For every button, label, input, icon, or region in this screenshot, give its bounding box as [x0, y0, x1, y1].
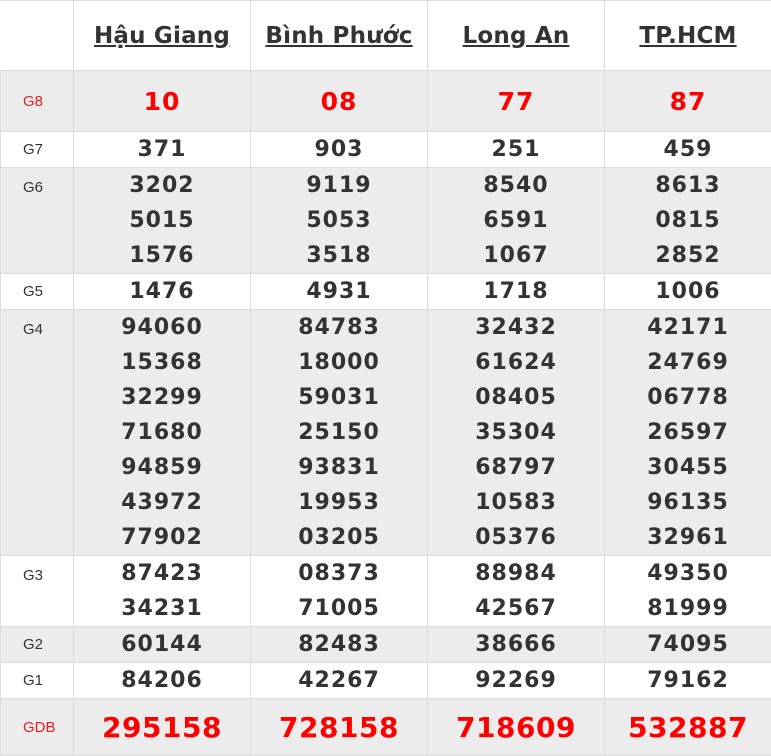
- province-header-long-an: [428, 1, 605, 71]
- prize-number: 79162: [605, 663, 771, 698]
- province-header-hau-giang: [74, 1, 251, 71]
- prize-number: 728158: [251, 710, 427, 745]
- prize-number: 8540: [428, 168, 604, 203]
- prize-cell: [428, 556, 605, 627]
- prize-number: 05376: [428, 520, 604, 555]
- prize-label: G3: [1, 556, 74, 627]
- prize-number: 718609: [428, 710, 604, 745]
- prize-cell: [251, 71, 428, 132]
- prize-cell: [605, 310, 771, 556]
- prize-cell: [74, 699, 251, 756]
- prize-row-g5: [1, 274, 771, 310]
- prize-number: 87: [605, 84, 771, 119]
- corner-cell: [1, 1, 74, 71]
- prize-number: 3202: [74, 168, 250, 203]
- prize-number: 32299: [74, 380, 250, 415]
- prize-number: 459: [605, 132, 771, 167]
- prize-number: 60144: [74, 627, 250, 662]
- prize-cell: [428, 663, 605, 699]
- prize-cell: [74, 168, 251, 274]
- prize-number: 38666: [428, 627, 604, 662]
- prize-number: 371: [74, 132, 250, 167]
- province-link-long-an[interactable]: Long An: [463, 23, 570, 49]
- prize-number: 96135: [605, 485, 771, 520]
- prize-cell: [251, 627, 428, 663]
- prize-cell: [74, 627, 251, 663]
- prize-number: 4931: [251, 274, 427, 309]
- prize-cell: [605, 699, 771, 756]
- prize-number: 24769: [605, 345, 771, 380]
- prize-cell: [605, 556, 771, 627]
- prize-row-g6: [1, 168, 771, 274]
- prize-number: 93831: [251, 450, 427, 485]
- prize-cell: [251, 274, 428, 310]
- prize-number: 77: [428, 84, 604, 119]
- province-header-tphcm: [605, 1, 771, 71]
- prize-number: 1006: [605, 274, 771, 309]
- province-link-hau-giang[interactable]: Hậu Giang: [94, 23, 230, 49]
- prize-number: 08373: [251, 556, 427, 591]
- prize-number: 92269: [428, 663, 604, 698]
- prize-number: 84783: [251, 310, 427, 345]
- prize-cell: [74, 71, 251, 132]
- prize-number: 903: [251, 132, 427, 167]
- prize-cell: [251, 132, 428, 168]
- prize-cell: [605, 663, 771, 699]
- prize-number: 03205: [251, 520, 427, 555]
- prize-label: G7: [1, 132, 74, 168]
- prize-number: 87423: [74, 556, 250, 591]
- prize-number: 30455: [605, 450, 771, 485]
- prize-row-g2: [1, 627, 771, 663]
- prize-number: 61624: [428, 345, 604, 380]
- prize-cell: [74, 274, 251, 310]
- prize-number: 06778: [605, 380, 771, 415]
- prize-number: 34231: [74, 591, 250, 626]
- prize-number: 71680: [74, 415, 250, 450]
- province-header-row: [1, 1, 771, 71]
- prize-cell: [428, 168, 605, 274]
- province-header-binh-phuoc: [251, 1, 428, 71]
- prize-cell: [605, 627, 771, 663]
- prize-number: 1067: [428, 238, 604, 273]
- prize-cell: [428, 71, 605, 132]
- prize-cell: [428, 132, 605, 168]
- prize-cell: [251, 663, 428, 699]
- prize-number: 1576: [74, 238, 250, 273]
- prize-number: 18000: [251, 345, 427, 380]
- prize-number: 5053: [251, 203, 427, 238]
- prize-label: G4: [1, 310, 74, 556]
- prize-number: 10: [74, 84, 250, 119]
- prize-cell: [605, 71, 771, 132]
- prize-number: 32961: [605, 520, 771, 555]
- prize-number: 19953: [251, 485, 427, 520]
- prize-cell: [428, 627, 605, 663]
- prize-label: G5: [1, 274, 74, 310]
- prize-row-g1: [1, 663, 771, 699]
- prize-row-g7: [1, 132, 771, 168]
- prize-number: 3518: [251, 238, 427, 273]
- prize-number: 0815: [605, 203, 771, 238]
- province-link-binh-phuoc[interactable]: Bình Phước: [265, 23, 412, 49]
- prize-number: 59031: [251, 380, 427, 415]
- prize-cell: [74, 556, 251, 627]
- prize-cell: [74, 663, 251, 699]
- prize-number: 88984: [428, 556, 604, 591]
- province-link-tphcm[interactable]: TP.HCM: [639, 23, 736, 49]
- prize-number: 35304: [428, 415, 604, 450]
- prize-number: 42171: [605, 310, 771, 345]
- prize-number: 25150: [251, 415, 427, 450]
- prize-number: 82483: [251, 627, 427, 662]
- prize-number: 5015: [74, 203, 250, 238]
- prize-label: G6: [1, 168, 74, 274]
- prize-number: 6591: [428, 203, 604, 238]
- prize-row-g3: [1, 556, 771, 627]
- prize-number: 251: [428, 132, 604, 167]
- prize-number: 74095: [605, 627, 771, 662]
- prize-number: 94859: [74, 450, 250, 485]
- prize-row-gdb: [1, 699, 771, 756]
- prize-number: 08405: [428, 380, 604, 415]
- prize-number: 15368: [74, 345, 250, 380]
- prize-number: 32432: [428, 310, 604, 345]
- prize-cell: [428, 274, 605, 310]
- prize-label: G8: [1, 71, 74, 132]
- prize-number: 68797: [428, 450, 604, 485]
- prize-number: 77902: [74, 520, 250, 555]
- prize-number: 42267: [251, 663, 427, 698]
- prize-number: 9119: [251, 168, 427, 203]
- prize-cell: [74, 132, 251, 168]
- prize-row-g4: [1, 310, 771, 556]
- prize-number: 2852: [605, 238, 771, 273]
- prize-number: 08: [251, 84, 427, 119]
- prize-cell: [251, 699, 428, 756]
- prize-number: 49350: [605, 556, 771, 591]
- prize-cell: [251, 168, 428, 274]
- prize-cell: [428, 699, 605, 756]
- prize-number: 43972: [74, 485, 250, 520]
- prize-number: 84206: [74, 663, 250, 698]
- prize-cell: [605, 168, 771, 274]
- prize-cell: [605, 132, 771, 168]
- prize-number: 295158: [74, 710, 250, 745]
- prize-number: 81999: [605, 591, 771, 626]
- prize-cell: [74, 310, 251, 556]
- prize-cell: [605, 274, 771, 310]
- prize-cell: [251, 310, 428, 556]
- prize-label: G1: [1, 663, 74, 699]
- prize-row-g8: [1, 71, 771, 132]
- prize-number: 10583: [428, 485, 604, 520]
- prize-cell: [251, 556, 428, 627]
- prize-cell: [428, 310, 605, 556]
- prize-number: 8613: [605, 168, 771, 203]
- prize-label: GDB: [1, 699, 74, 756]
- prize-number: 42567: [428, 591, 604, 626]
- prize-label: G2: [1, 627, 74, 663]
- prize-number: 1476: [74, 274, 250, 309]
- prize-number: 94060: [74, 310, 250, 345]
- prize-number: 26597: [605, 415, 771, 450]
- prize-number: 71005: [251, 591, 427, 626]
- prize-number: 1718: [428, 274, 604, 309]
- prize-number: 532887: [605, 710, 771, 745]
